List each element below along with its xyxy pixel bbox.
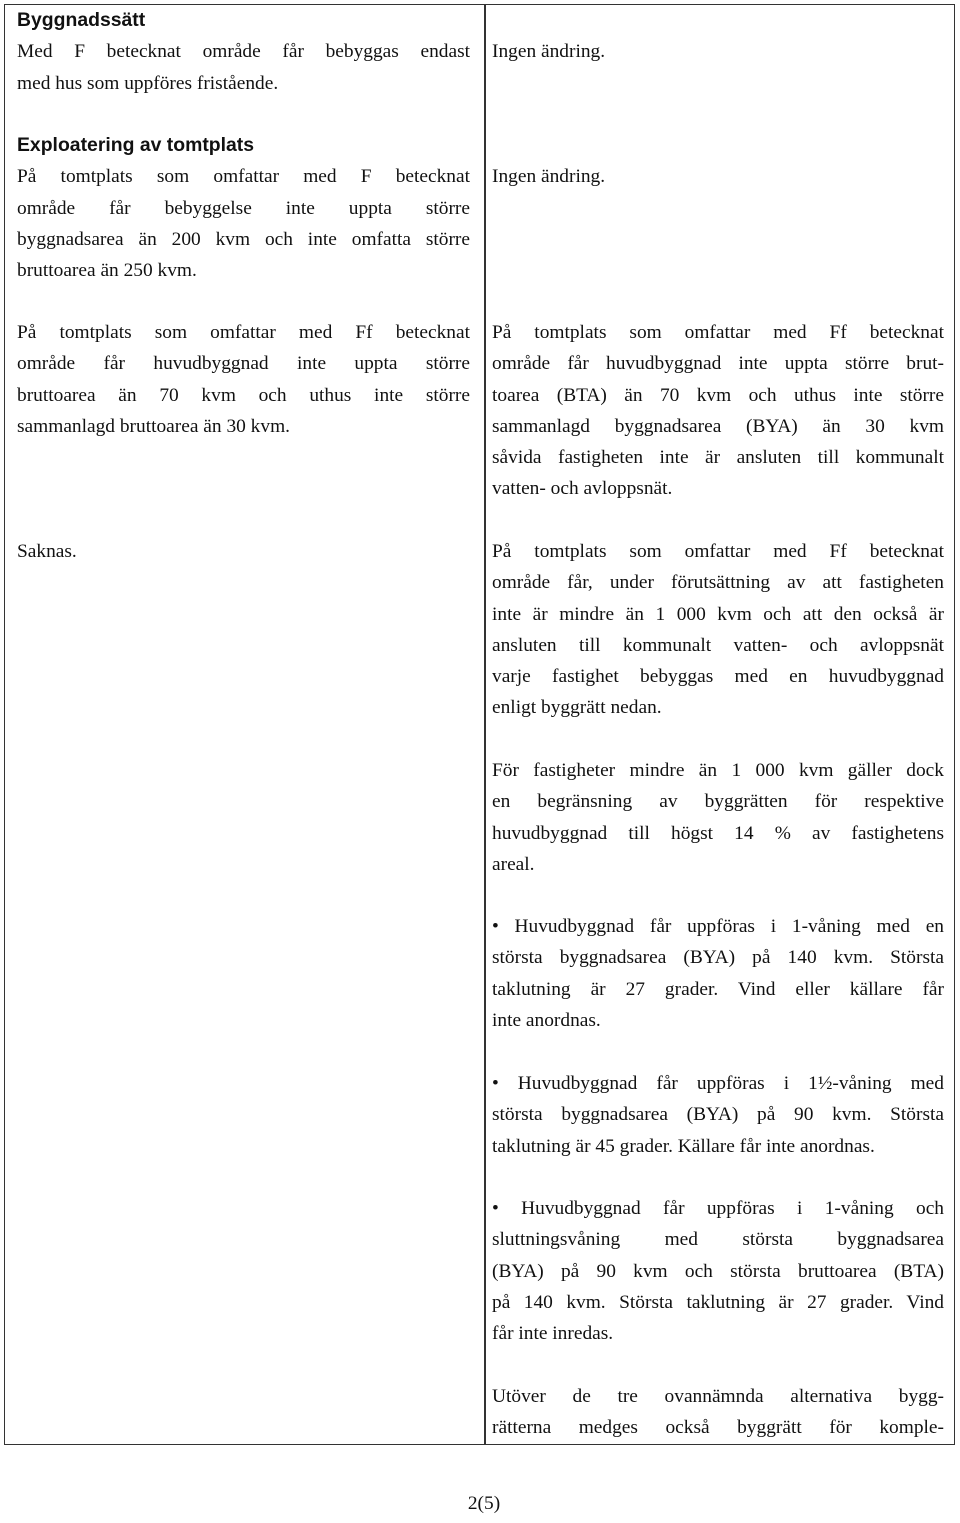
beyond-paragraph [492,1381,944,1444]
no-change-text: Ingen ändring. [492,166,606,187]
missing-text: Saknas. [17,541,77,562]
small-property-paragraph [492,755,944,880]
text-line: område får, under förutsättning av att fastigheten [492,572,944,594]
ff-new-paragraph [492,317,944,505]
text-line: på 140 kvm. Största taklutning är 27 grader. Vind [492,1291,944,1313]
text-line: inte anordnas. [492,1009,601,1031]
text-line: sammanlagd bruttoarea än 30 kvm. [17,415,291,437]
column-divider [484,5,486,1444]
text-line: såvida fastigheten inte är ansluten till kommunalt [492,447,944,469]
alternative-1 [492,911,944,1036]
text-line: rätterna medges också byggrätt för komple- [492,1417,944,1439]
no-change-text: Ingen ändring. [492,41,606,62]
text-line: bruttoarea än 250 kvm. [17,260,197,282]
text-line: Med F betecknat område får bebyggas endast [17,41,470,63]
alternative-2 [492,1068,944,1162]
section-exploatering [17,130,470,286]
text-line: På tomtplats som omfattar med Ff betecknat [492,541,944,562]
text-line: areal. [492,853,535,875]
text-line: sammanlagd byggnadsarea (BYA) än 30 kvm [492,415,944,437]
text-line: inte är mindre än 1 000 kvm och att den också är [492,603,944,625]
text-line: Utöver de tre ovannämnda alternativa bygg- [492,1386,944,1407]
text-line: varje fastighet bebyggas med en huvudbyggnad [492,666,944,688]
text-line: byggnadsarea än 200 kvm och inte omfatta större [17,228,470,250]
text-line: får inte inredas. [492,1323,614,1345]
text-line: På tomtplats som omfattar med Ff betecknat [492,322,944,343]
text-line: För fastigheter mindre än 1 000 kvm gäller dock [492,760,944,781]
text-line: • Huvudbyggnad får uppföras i 1-våning med en [492,916,944,937]
ff-connected-paragraph [492,536,944,724]
text-line: med hus som uppföres fristående. [17,72,279,94]
text-line: På tomtplats som omfattar med F betecknat [17,166,470,188]
text-line: enligt byggrätt nedan. [492,697,662,719]
comparison-table [4,4,955,1445]
text-line: • Huvudbyggnad får uppföras i 1½-våning med [492,1073,944,1094]
page-number: 2(5) [467,1493,501,1514]
text-line: toarea (BTA) än 70 kvm och uthus inte större [492,384,944,406]
alternative-3 [492,1193,944,1349]
section-byggnadssatt [17,5,470,99]
text-line: huvudbyggnad till högst 14 % av fastighetens [492,822,944,844]
section-heading: Byggnadssätt [17,9,146,31]
text-line: På tomtplats som omfattar med Ff betecknat [17,322,470,343]
text-line: område får huvudbyggnad inte uppta större brut- [492,353,944,375]
text-line: vatten- och avloppsnät. [492,478,673,500]
ff-current-paragraph [17,317,470,442]
text-line: taklutning är 27 grader. Vind eller källare får [492,978,944,1000]
text-line: största byggnadsarea (BYA) på 90 kvm. Största [492,1104,944,1126]
text-line: ansluten till kommunalt vatten- och avloppsnät [492,634,944,656]
section-heading: Exploatering av tomtplats [17,134,255,156]
text-line: bruttoarea än 70 kvm och uthus inte större [17,384,470,406]
text-line: (BYA) på 90 kvm och största bruttoarea (BTA) [492,1260,944,1282]
text-line: en begränsning av byggrätten för respektive [492,791,944,813]
text-line: sluttningsvåning med största byggnadsarea [492,1229,944,1251]
text-line: taklutning är 45 grader. Källare får inte anordnas. [492,1135,875,1157]
text-line: största byggnadsarea (BYA) på 140 kvm. Största [492,947,944,969]
text-line: område får bebyggelse inte uppta större [17,197,470,219]
text-line: område får huvudbyggnad inte uppta större [17,353,470,375]
text-line: • Huvudbyggnad får uppföras i 1-våning och [492,1198,944,1219]
